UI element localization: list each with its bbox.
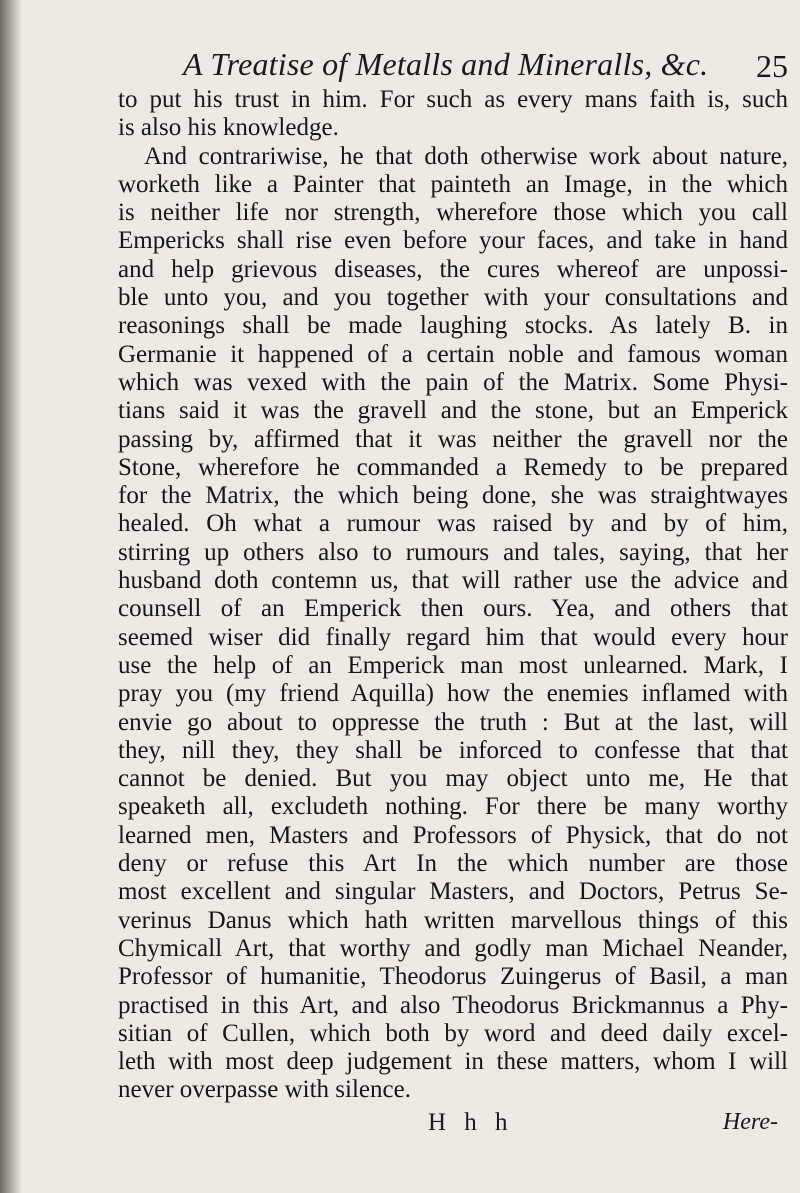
text-line: they, nill they, they shall be inforced to confesse that that: [118, 736, 788, 764]
text-line: ble unto you, and you together with your consultations and: [118, 284, 788, 312]
text-line: counsell of an Emperick then ours. Yea, and others that: [118, 595, 788, 623]
text-line: seemed wiser did finally regard him that would every hour: [118, 623, 788, 651]
text-line: leth with most deep judgement in these matters, whom I will: [118, 1048, 788, 1076]
page-number: 25: [756, 48, 788, 84]
running-title: A Treatise of Metalls and Mineralls, &c.: [183, 46, 709, 82]
page-gutter-shadow: [0, 0, 22, 1193]
text-line: learned men, Masters and Professors of Physick, that do not: [118, 821, 788, 849]
text-line: and help grievous diseases, the cures whereof are unpossi-: [118, 255, 788, 283]
text-line: And contrariwise, he that doth otherwise work about nature,: [144, 142, 788, 170]
text-line: healed. Oh what a rumour was raised by and by of him,: [118, 510, 788, 538]
text-line: is also his knowledge.: [118, 114, 339, 142]
text-line: cannot be denied. But you may object unto me, He that: [118, 765, 788, 793]
page-header: [175, 46, 800, 90]
text-line: reasonings shall be made laughing stocks. As lately B. in: [118, 312, 788, 340]
text-line: Empericks shall rise even before your faces, and take in hand: [118, 227, 788, 255]
text-line: is neither life nor strength, wherefore those which you call: [118, 199, 788, 227]
text-line: verinus Danus which hath written marvellous things of this: [118, 906, 788, 934]
text-line: Stone, wherefore he commanded a Remedy to be prepared: [118, 453, 788, 481]
text-line: worketh like a Painter that painteth an Image, in the which: [118, 170, 788, 198]
text-line: for the Matrix, the which being done, she was straightwayes: [118, 482, 788, 510]
catchword: Here-: [722, 1109, 778, 1135]
text-line: tians said it was the gravell and the stone, but an Emperick: [118, 397, 788, 425]
text-line: stirring up others also to rumours and tales, saying, that her: [118, 538, 788, 566]
signature-mark: H h h: [428, 1109, 514, 1136]
text-line: deny or refuse this Art In the which number are those: [118, 850, 788, 878]
text-line: husband doth contemn us, that will rather use the advice and: [118, 567, 788, 595]
text-line: envie go about to oppresse the truth : But at the last, will: [118, 708, 788, 736]
text-line: never overpasse with silence.: [118, 1076, 411, 1104]
text-line: sitian of Cullen, which both by word and deed daily excel-: [118, 1019, 788, 1047]
text-line: most excellent and singular Masters, and Doctors, Petrus Se-: [118, 878, 788, 906]
text-line: Germanie it happened of a certain noble and famous woman: [118, 340, 788, 368]
text-line: pray you (my friend Aquilla) how the enemies inflamed with: [118, 680, 788, 708]
body-text: [118, 86, 788, 1105]
text-line: Professor of humanitie, Theodorus Zuingerus of Basil, a man: [118, 963, 788, 991]
text-line: use the help of an Emperick man most unlearned. Mark, I: [118, 651, 788, 679]
text-line: which was vexed with the pain of the Matrix. Some Physi-: [118, 368, 788, 396]
text-line: Chymicall Art, that worthy and godly man Michael Neander,: [118, 934, 788, 962]
text-line: practised in this Art, and also Theodorus Brickmannus a Phy-: [118, 991, 788, 1019]
text-line: speaketh all, excludeth nothing. For there be many worthy: [118, 793, 788, 821]
page-footer: [0, 1109, 800, 1139]
text-line: to put his trust in him. For such as every mans faith is, such: [118, 86, 788, 113]
text-line: passing by, affirmed that it was neither the gravell nor the: [118, 425, 788, 453]
